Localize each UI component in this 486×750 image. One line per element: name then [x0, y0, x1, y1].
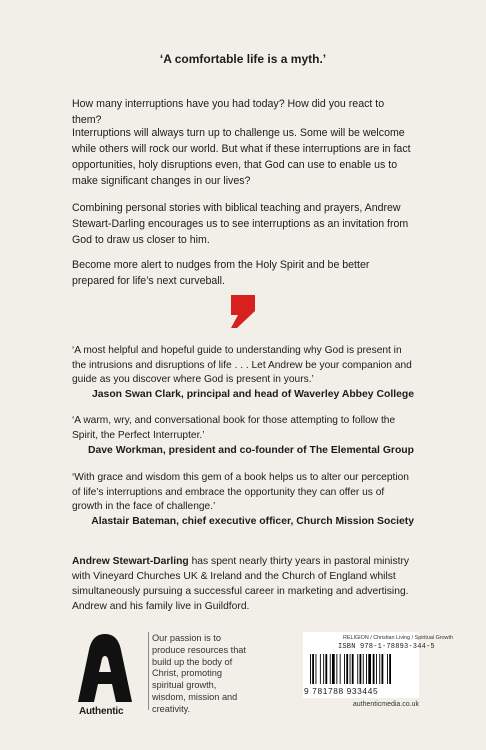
publisher-name: Authentic	[79, 706, 124, 717]
barcode-digits: 9 781788 933445	[304, 686, 379, 696]
publisher-mission: Our passion is to produce resources that build up the body of Christ, promoting spiritual growth, wisdom, mission and creativity.	[152, 633, 246, 714]
endorsement-quote-1: ‘A most helpful and hopeful guide to understanding why God is present in the intrusions and disruptions of life . . . Let Andrew be your companion and guide as you discover where God is present in yours.’	[72, 345, 412, 386]
isbn-text: ISBN 978-1-78893-344-5	[338, 643, 435, 651]
endorsement-quote-3: ‘With grace and wisdom this gem of a book helps us to alter our perception of life’s interruptions and embrace the opportunity they can offer us of growth in the face of challenge.’	[72, 472, 409, 513]
blurb-paragraph-3: Combining personal stories with biblical teaching and prayers, Andrew Stewart-Darling encourages us to see interruptions as an invitation from God to draw us closer to him.	[72, 202, 409, 246]
endorsement-attribution-2: Dave Workman, president and co-founder of The Elemental Group	[87, 445, 414, 456]
tagline: ‘A comfortable life is a myth.’	[159, 52, 327, 66]
red-comma-icon	[228, 295, 258, 329]
endorsement-attribution-3: Alastair Bateman, chief executive officer, Church Mission Society	[91, 516, 414, 527]
endorsement-attribution-1: Jason Swan Clark, principal and head of Waverley Abbey College	[91, 389, 414, 400]
website-text: authenticmedia.co.uk	[352, 701, 419, 708]
author-bio-text: has spent nearly thirty years in pastoral ministry with Vineyard Churches UK & Ireland and the Church of England whilst simultaneously pursuing a successful career in marketing and advertising. Andrew and his family live in Guildford.	[72, 556, 410, 612]
barcode-icon	[310, 654, 414, 688]
endorsement-quote-2: ‘A warm, wry, and conversational book for those attempting to follow the Spirit, the Perfect Interrupter.’	[72, 415, 396, 441]
category-label: RELIGION / Christian Living / Spiritual Growth	[343, 635, 453, 641]
author-bio	[72, 554, 414, 614]
divider	[148, 632, 149, 710]
authentic-a-logo-icon	[74, 632, 136, 704]
author-name: Andrew Stewart-Darling	[72, 556, 189, 567]
blurb-paragraph-1: How many interruptions have you had today? How did you react to them?	[72, 98, 385, 126]
blurb-paragraph-4: Become more alert to nudges from the Holy Spirit and be better prepared for life’s next curveball.	[72, 259, 370, 287]
blurb-paragraph-2: Interruptions will always turn up to challenge us. Some will be welcome while others will rock our world. But what if these interruptions are in fact opportunities, holy disruptions even, that God can use to enable us to make significant changes in our lives?	[72, 127, 411, 187]
